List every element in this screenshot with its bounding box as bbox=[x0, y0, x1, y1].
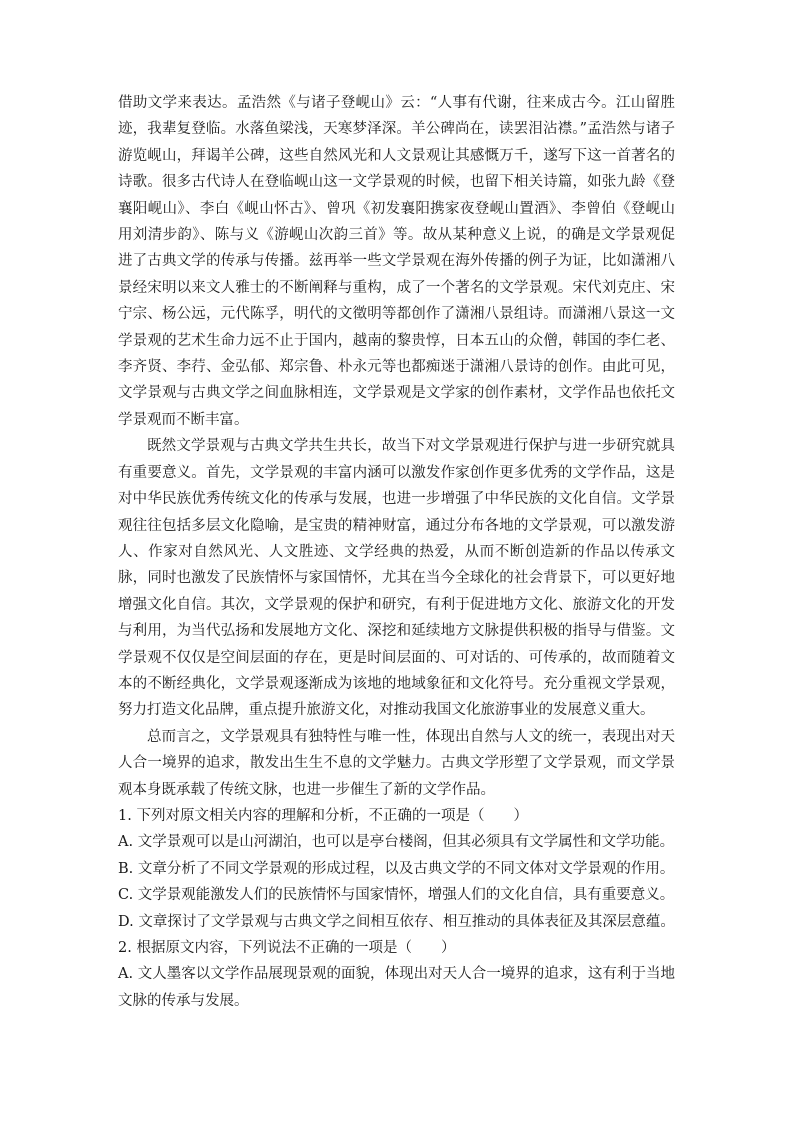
question-2 bbox=[118, 935, 675, 1014]
question-2-option-a: A. 文人墨客以文学作品展现景观的面貌，体现出对天人合一境界的追求，这有利于当地文脉的传承与发展。 bbox=[118, 966, 675, 1009]
question-1-option-a: A. 文学景观可以是山河湖泊，也可以是亭台楼阁，但其必须具有文学属性和文学功能。 bbox=[118, 834, 675, 851]
question-1-option-d: D. 文章探讨了文学景观与古典文学之间相互依存、相互推动的具体表征及其深层意蕴。 bbox=[118, 913, 675, 930]
question-1 bbox=[118, 803, 675, 935]
question-1-stem: 1. 下列对原文相关内容的理解和分析，不正确的一项是（ ） bbox=[118, 807, 528, 824]
question-1-option-b: B. 文章分析了不同文学景观的形成过程，以及古典文学的不同文体对文学景观的作用。 bbox=[118, 860, 675, 877]
question-1-option-c: C. 文学景观能激发人们的民族情怀与国家情怀，增强人们的文化自信，具有重要意义。 bbox=[118, 887, 675, 904]
paragraph-continuation: 借助文学来表达。孟浩然《与诸子登岘山》云：“人事有代谢，往来成古今。江山留胜迹，我辈复登临。水落鱼梁浅，天寒梦泽深。羊公碑尚在，读罢泪沾襟。”孟浩然与诸子游览岘山，拜谒羊公碑，这些自然风光和人文景观让其感慨万千，遂写下这一首著名的诗歌。很多古代诗人在登临岘山这一文学景观的时候，也留下相关诗篇，如张九龄《登襄阳岘山》、李白《岘山怀古》、曾巩《初发襄阳携家夜登岘山置酒》、李曾伯《登岘山用刘清步韵》、陈与义《游岘山次韵三首》等。故从某种意义上说，的确是文学景观促进了古典文学的传承与传播。兹再举一些文学景观在海外传播的例子为证，比如潇湘八景经宋明以来文人雅士的不断阐释与重构，成了一个著名的文学景观。宋代刘克庄、宋宁宗、杨公远，元代陈孚，明代的文徵明等都创作了潇湘八景组诗。而潇湘八景这一文学景观的艺术生命力远不止于国内，越南的黎贵惇，日本五山的众僧，韩国的李仁老、李齐贤、李荇、金弘郁、郑宗鲁、朴永元等也都痴迷于潇湘八景诗的创作。由此可见，文学景观与古典文学之间血脉相连，文学景观是文学家的创作素材，文学作品也依托文学景观而不断丰富。 bbox=[118, 95, 675, 428]
paragraph-conclusion: 总而言之，文学景观具有独特性与唯一性，体现出自然与人文的统一，表现出对天人合一境界的追求，散发出生生不息的文学魅力。古典文学形塑了文学景观，而文学景观本身既承载了传统文脉，也进一步催生了新的文学作品。 bbox=[118, 728, 675, 798]
question-2-stem: 2. 根据原文内容，下列说法不正确的一项是（ ） bbox=[118, 940, 456, 956]
paragraph-significance: 既然文学景观与古典文学共生共长，故当下对文学景观进行保护与进一步研究就具有重要意义。首先，文学景观的丰富内涵可以激发作家创作更多优秀的文学作品，这是对中华民族优秀传统文化的传承与发展，也进一步增强了中华民族的文化自信。文学景观往往包括多层文化隐喻，是宝贵的精神财富，通过分布各地的文学景观，可以激发游人、作家对自然风光、人文胜迹、文学经典的热爱，从而不断创造新的作品以传承文脉，同时也激发了民族情怀与家国情怀，尤其在当今全球化的社会背景下，可以更好地增强文化自信。其次，文学景观的保护和研究，有利于促进地方文化、旅游文化的开发与利用，为当代弘扬和发展地方文化、深挖和延续地方文脉提供积极的指导与借鉴。文学景观不仅仅是空间层面的存在，更是时间层面的、可对话的、可传承的，故而随着文本的不断经典化，文学景观逐渐成为该地的地域象征和文化符号。充分重视文学景观，努力打造文化品牌，重点提升旅游文化，对推动我国文化旅游事业的发展意义重大。 bbox=[118, 438, 675, 719]
document-page bbox=[118, 90, 675, 1014]
